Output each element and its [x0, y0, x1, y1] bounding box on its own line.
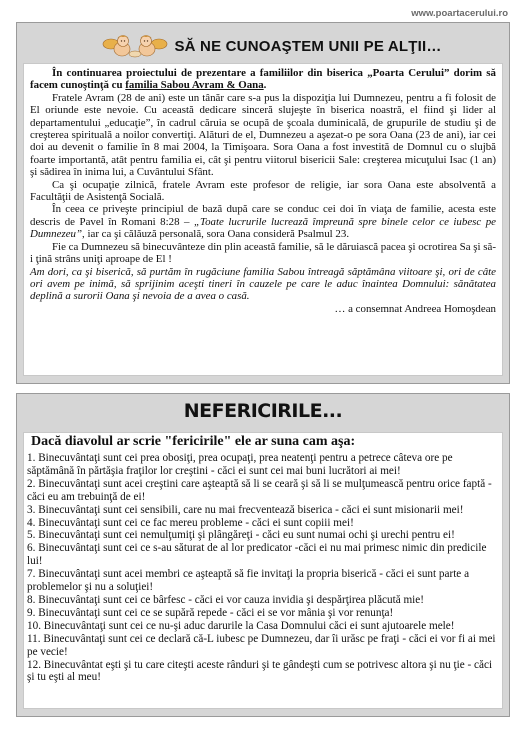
author-signature: … a consemnat Andreea Homoşdean [334, 302, 496, 315]
paragraph-3 [30, 203, 496, 240]
list-item: 12. Binecuvântat eşti şi tu care citeşti aceste rânduri şi te gândeşti cum se potrivesc altora şi nu ţie - căci şi tu eşti al meu! [27, 658, 493, 684]
intro-paragraph [30, 67, 496, 92]
paragraph-3-end: , iar ca şi călăuză personală, sora Oana consideră Psalmul 23. [82, 228, 350, 241]
list-item: 11. Binecuvântaţi sunt cei ce declară că-L iubesc pe Dumnezeu, dar îi urăsc pe fraţi - căci ei vor fi ai mei pe vecie! [27, 632, 496, 658]
prayer-request: Am dori, ca şi biserică, să purtăm în rugăciune familia Sabou întreagă săptămâna viitoare şi, ori de câte ori avem pe inimă, să sprijinim aceşti tineri în cauzele pe care le aduc înaintea Domnului: sănătatea deplină a surorii Oana şi nevoia de a avea o casă. [30, 265, 496, 303]
list-item: 10. Binecuvântaţi sunt cei ce nu-şi aduc darurile la Casa Domnului căci ei sunt ajutoarele mele! [27, 619, 455, 632]
bible-quote: „Toate lucrurile lucrează împreună spre binele celor ce iubesc pe Dumnezeu” [30, 215, 496, 241]
list-item: 3. Binecuvântaţi sunt cei sensibili, care nu mai frecventează biserica - căci ei sunt misionarii mei! [27, 503, 464, 516]
list-item: 9. Binecuvântaţi sunt cei ce se supără repede - căci ei se vor mânia şi vor renunţa! [27, 606, 394, 619]
article-family-box [16, 22, 510, 384]
article-body [23, 63, 503, 376]
paragraph-1: Fratele Avram (28 de ani) este un tânăr care s-a pus la dispoziţia lui Dumnezeu, pentru a fi folosit de El oriunde este nevoie. Cu această dedicare sinceră slujeşte în biserica noastră, el fiind şi lider al departamentului „educaţie”, în cadrul căruia se ocupă de şcoala duminicală, de grupurile de studiu şi de creşterea spirituală a noilor convertiţi. Alături de el, Dumnezeu a aşezat-o pe sora Oana (23 de ani), iar cei doi au devenit o familie în 8 mai 2004, la Timişoara. Sora Oana a fost investită de Domnul cu o slujbă foarte importantă, atât pentru familia ei, cât şi pentru viitorul bisericii Sale: creşterea micuţului Isac (1 an) şi sădirea în inima lui, a Cuvântului Sfânt. [30, 91, 496, 179]
article-subtitle: Dacă diavolul ar scrie "fericirile" ele ar suna cam aşa: [31, 434, 356, 449]
paragraph-2: Ca şi ocupaţie zilnică, fratele Avram este profesor de religie, iar sora Oana este absolventă a Facultăţii de Asistenţă Socială. [30, 178, 496, 204]
intro-text: În continuarea proiectului de prezentare a familiilor din biserica „Poarta Cerului” dorim să facem cunoştinţă cu [30, 67, 496, 92]
article-beatitudes-box [16, 393, 510, 717]
list-item: 5. Binecuvântaţi sunt cei nemulţumiţi şi plângăreţi - căci eu sunt numai ochi şi urechi pentru ei! [27, 529, 455, 542]
list-item: 1. Binecuvântaţi sunt cei prea obosiţi, prea ocupaţi, prea neatenţi pentru a petrece câteva ore pe săptămână în părtăşia fraţilor lor creştini - căci ei sunt cei mai buni lucrători ai mei! [27, 452, 453, 477]
cherubs-illustration-icon [102, 32, 168, 60]
article-body [23, 432, 503, 709]
family-name-link: familia Sabou Avram & Oana [125, 79, 264, 92]
article-title: NEFERICIRILE... [183, 400, 343, 422]
list-item: 7. Binecuvântaţi sunt acei membri ce aşteaptă să fie invitaţi la propria biserică - căci ei sunt parte a problemelor şi nu a soluţiei! [27, 568, 470, 594]
list-item: 2. Binecuvântaţi sunt acei creştini care aşteaptă să li se ceară şi să li se mulţumească pentru orice faptă - căci eu am trebuinţă de ei! [27, 477, 492, 503]
paragraph-4: Fie ca Dumnezeu să binecuvânteze din plin această familie, să le dăruiască pacea şi ocrotirea Sa şi să-i ţină strâns uniţi aproape de El ! [30, 240, 496, 266]
intro-end: . [263, 79, 267, 92]
list-item: 6. Binecuvântaţi sunt cei ce s-au săturat de al lor predicator -căci ei nu mai primesc nimic din predicile lui! [27, 542, 487, 568]
article-title: SĂ NE CUNOAŞTEM UNII PE ALŢII… [174, 37, 442, 55]
site-url[interactable]: www.poartacerului.ro [411, 8, 508, 19]
paragraph-3-text: În ceea ce priveşte principiul de bază după care se conduc cei doi în viaţa de familie, acesta este descris de Pavel în Romani 8:28 – [30, 203, 496, 228]
list-item: 8. Binecuvântaţi sunt cei ce bârfesc - căci ei vor cauza invidia şi despărţirea plăcută mie! [27, 593, 424, 606]
article-header [35, 31, 509, 61]
list-item: 4. Binecuvântaţi sunt cei ce fac mereu probleme - căci ei sunt copiii mei! [27, 516, 354, 529]
